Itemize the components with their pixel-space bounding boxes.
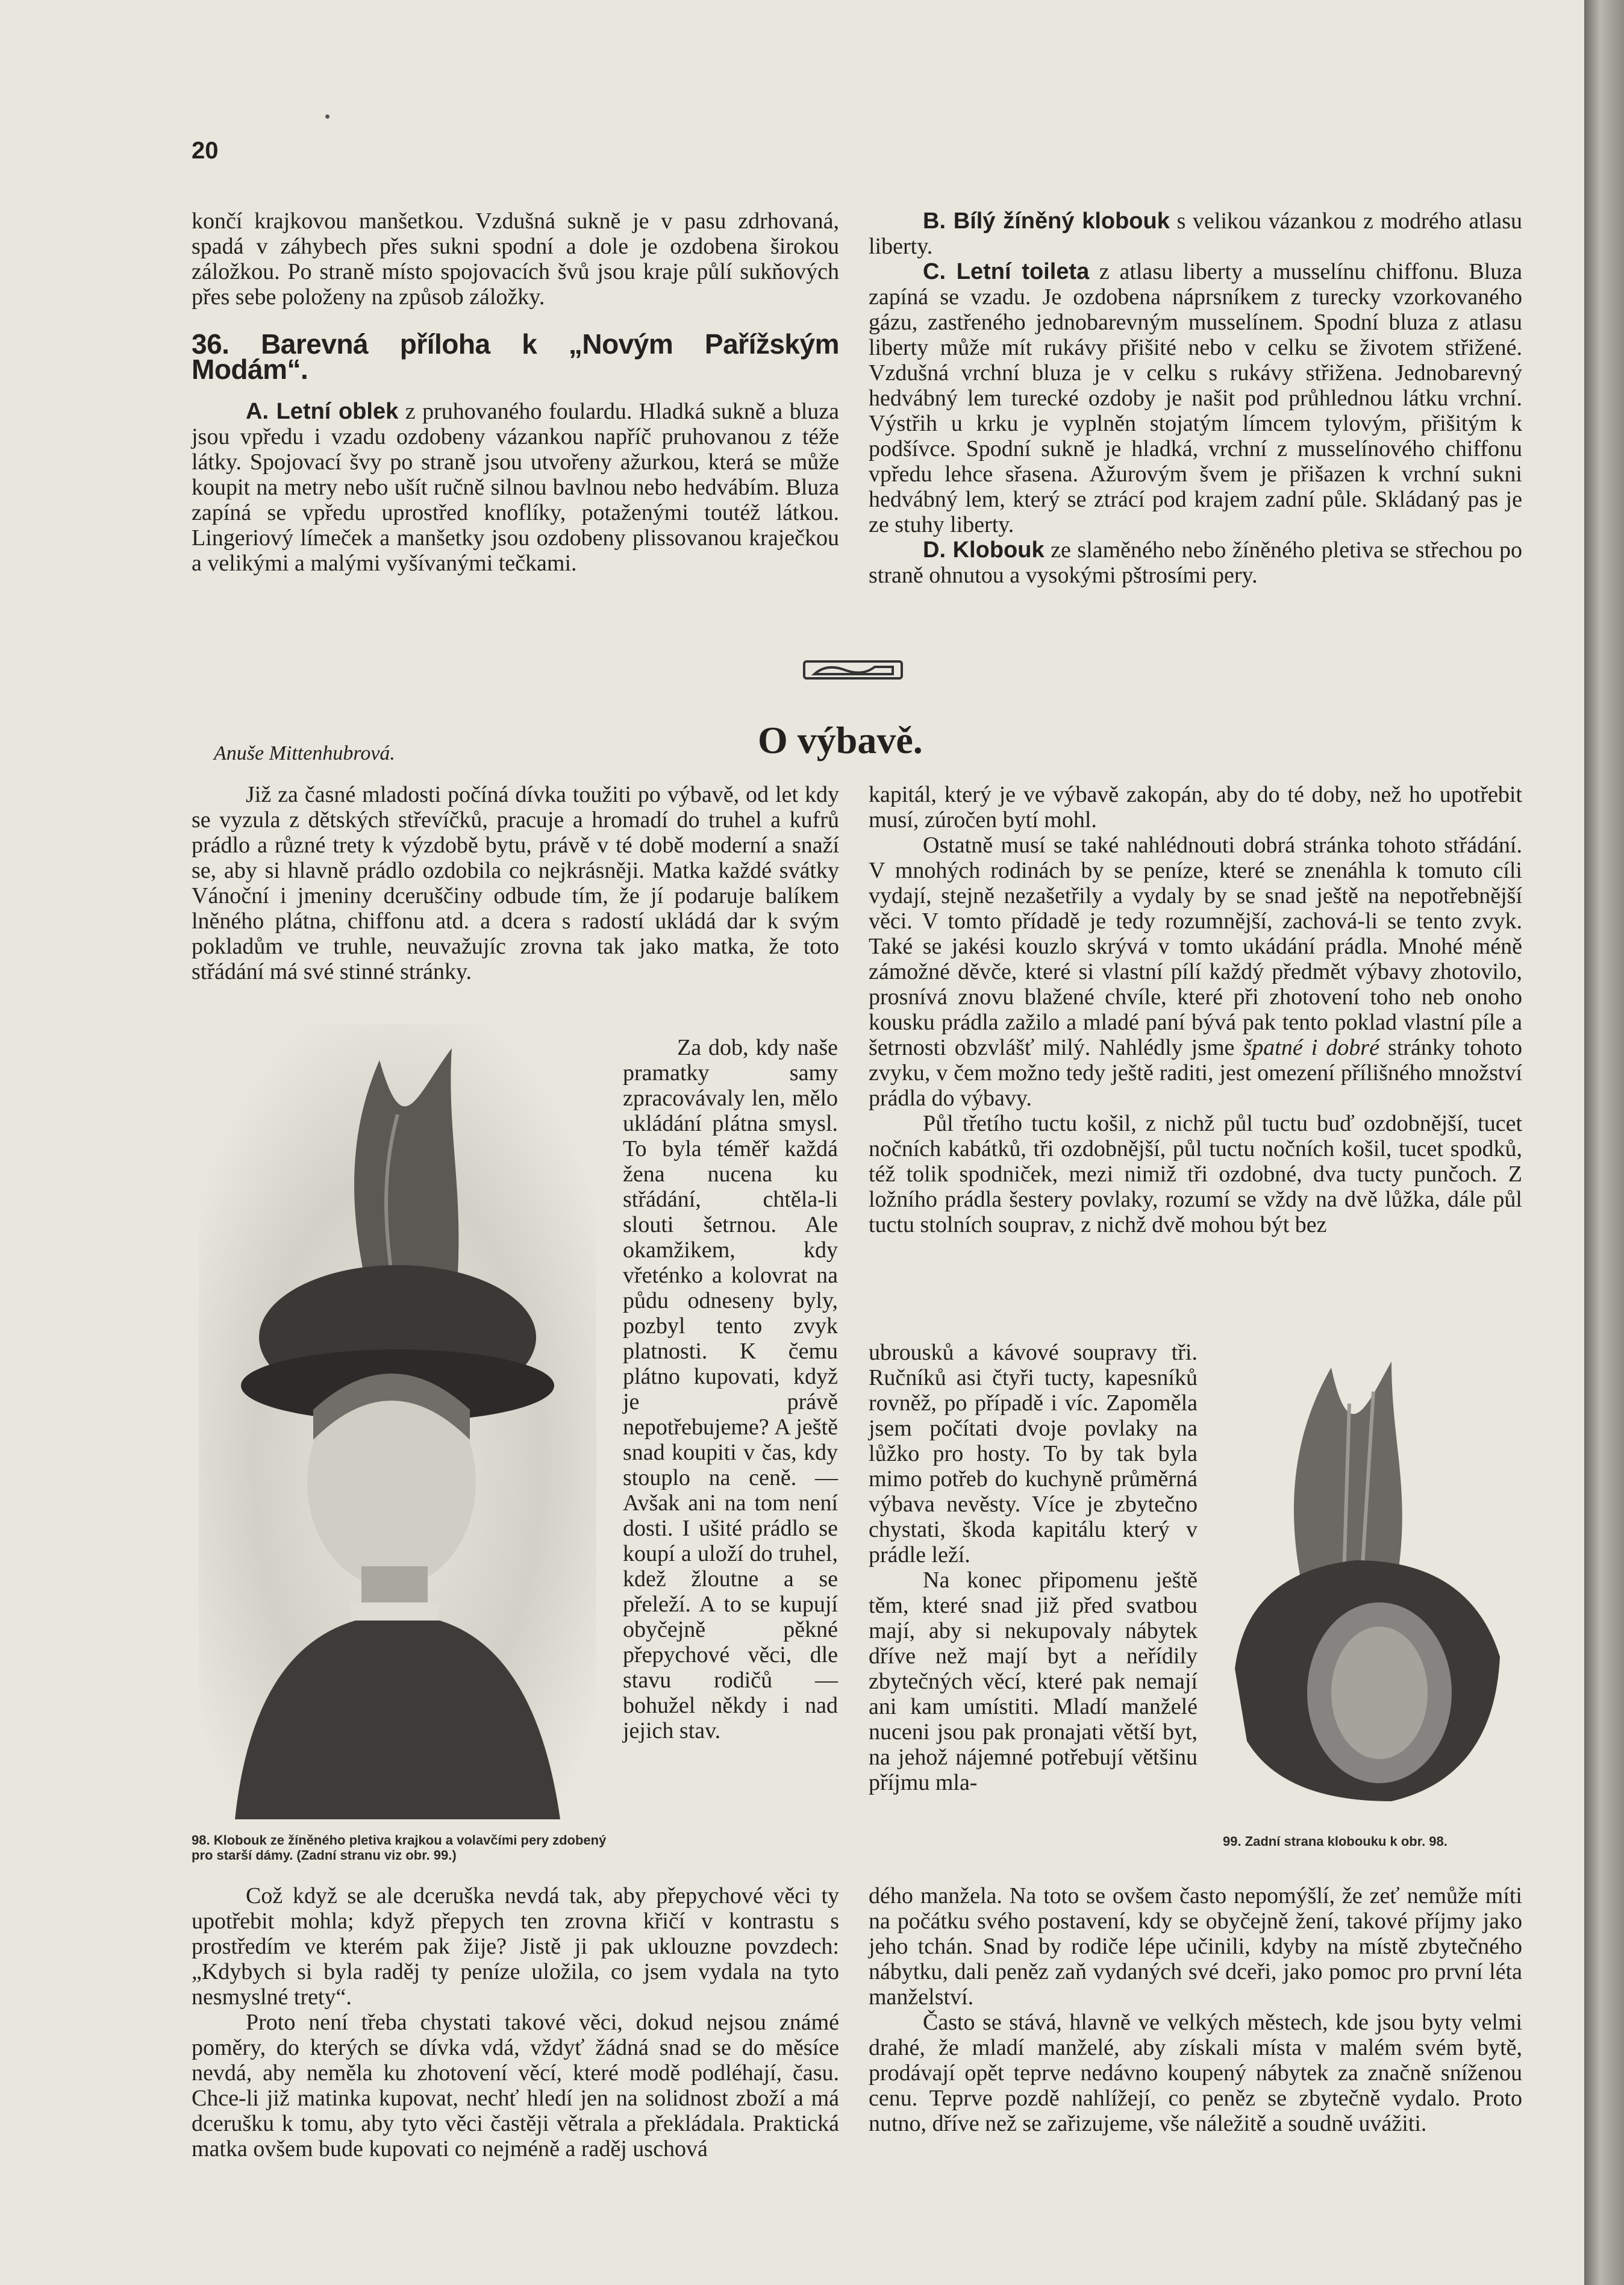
- paragraph: Půl třetího tuctu košil, z nichž půl tuctu buď ozdobnější, tucet nočních kabátků, tři ozdobnější, půl tuctu nočních košil, tucet spodků, též tolik spodniček, mezi nimiž tři ozdobné, dva tucty punčoch. Z ložního prádla šestery povlaky, rozumí se vždy na dvě lůžka, dále půl tuctu stolních souprav, z nichž dvě mohou být bez: [869, 1111, 1522, 1237]
- paragraph-a: [192, 399, 839, 576]
- article-right-bottom: [869, 1883, 1522, 2136]
- item-text-b: s velikou vázankou z modrého atlasu liberty.: [869, 208, 1522, 259]
- paragraph: kapitál, který je ve výbavě zakopán, aby do té doby, než ho upotřebit musí, zúročen bytí mohl.: [869, 782, 1522, 833]
- paragraph-text: Ostatně musí se také nahlédnouti dobrá stránka tohoto střádání. V mnohých rodinách by se peníze, které se znenáhla k tomuto cíli vydají, stejně nezašetřily a vydaly by se snad ještě na nepotřebnější věci. V tomto přídadě je tedy rozumnější, zachová-li se tento zvyk. Také se jakési kouzlo skrývá v tomto ukádání prádla. Mnohé méně zámožné děvče, které si vlastní pílí každý předmět výbavy zhotovilo, prosnívá znovu blažené chvíle, které při zhotovení toho neb onoho kousku prádla zažilo a mladé paní bývá pak tento poklad vlastní píle a šetrnosti obzvlášť milý. Nahlédly jsme: [869, 833, 1522, 1060]
- paragraph: Což když se ale dceruška nevdá tak, aby přepychové věci ty upotřebit mohla; když přepych ten zrovna křičí v kontrastu s prostředím ve kterém pak žije? Jistě ji pak uklouzne povzdech: „Kdybych si byla raděj ty peníze uložila, co jsem vydala na tyto nesmyslné trety“.: [192, 1883, 839, 2010]
- paragraph: Na konec připomenu ještě těm, které snad již před svatbou mají, aby si nekupovaly nábytek dříve než mají byt a neřídily zbytečných věcí, které pak nemají ani kam umístiti. Mladí manželé nuceni jsou pak pronajati větší byt, na jehož nájemné potřebují většinu příjmu mla-: [869, 1568, 1198, 1795]
- article-left-intro: [192, 782, 839, 984]
- paragraph: Za dob, kdy naše pramatky samy zpracovávaly len, mělo ukládání plátna smysl. To byla téměř každá žena nucena ku střádání, chtěla-li slouti šetrnou. Ale okamžikem, kdy vřeténko a kolovrat na půdu odneseny byly, pozbyl tento zvyk platnosti. K čemu plátno kupovati, když je právě nepotřebujeme? A ještě snad koupiti v čas, kdy stouplo na ceně. — Avšak ani na tom není dosti. I ušité prádlo se koupí a uloží do truhel, kdež žloutne a se přeleží. A to se kupují obyčejně pěkné přepychové věci, dle stavu rodičů — bohužel někdy i nad jejich stav.: [623, 1035, 838, 1743]
- top-left-column: [192, 208, 839, 576]
- paragraph: Proto není třeba chystati takové věci, dokud nejsou známé poměry, do kterých se dívka vdá, vždyť žádná snad se do měsíce nevdá, aby neměla ku zhotovení věcí, které modě podléhají, času. Chce-li již matinka kupovat, nechť hledí jen na solidnost zboží a má dcerušku k tomu, aby tyto věci častěji větrala a překládala. Praktická matka ovšem bude kupovati co nejméně a raděj uschová: [192, 2010, 839, 2162]
- figure-99-caption: 99. Zadní strana klobouku k obr. 98.: [1223, 1834, 1448, 1849]
- figure-98-caption: 98. Klobouk ze žíněného pletiva krajkou a volavčími pery zdobený pro starší dámy. (Zadní stranu viz obr. 99.): [192, 1833, 607, 1863]
- hat-illustration-front: [199, 1024, 596, 1819]
- article-left-bottom: [192, 1883, 839, 2162]
- paragraph-c: [869, 259, 1522, 537]
- article-right-top: [869, 782, 1522, 1237]
- italic-phrase: špatné i dobré: [1243, 1035, 1379, 1060]
- item-text-d: ze slaměného nebo žíněného pletiva se střechou po straně ohnutou a vysokými pštrosími pery.: [869, 537, 1522, 588]
- paragraph: dého manžela. Na toto se ovšem často nepomýšlí, že zeť nemůže míti na počátku svého postavení, kdy se obyčejně žení, takové příjmy jako jeho tchán. Snad by rodiče lépe učinili, kdyby na místě zbytečného nábytku, dali peněz zaň vydaných své dceři, jako pomoc pro první léta manželství.: [869, 1883, 1522, 2010]
- print-speck: [325, 114, 329, 119]
- item-label-d: D. Klobouk: [923, 537, 1045, 563]
- item-label-c: C. Letní toileta: [923, 259, 1090, 284]
- page-number: 20: [192, 137, 219, 164]
- paragraph: Často se stává, hlavně ve velkých městech, kde jsou byty velmi drahé, že mladí manželé, aby získali místa v malém svém bytě, prodávají opět teprve nedávno koupený nábytek za značně sníženou cenu. Teprve pozdě nahlížejí, co peněz se zbytečně vydalo. Proto nutno, dříve než se zařizujeme, vše náležitě a soudně uvážiti.: [869, 2010, 1522, 2136]
- adjacent-page-edge: [1584, 0, 1624, 2285]
- hat-illustration-back: [1211, 1355, 1524, 1813]
- item-label-a: A. Letní oblek: [246, 399, 399, 424]
- article-right-narrow: [869, 1340, 1198, 1795]
- paragraph: končí krajkovou manšetkou. Vzdušná sukně je v pasu zdrhovaná, spadá v záhybech přes sukni spodní a dole je ozdobena širokou záložkou. Po straně místo spojovacích švů jsou kraje půlí sukňových přes sebe položeny na způsob záložky.: [192, 208, 839, 310]
- paragraph: Již za časné mladosti počíná dívka toužiti po výbavě, od let kdy se vyzula z dětských střevíčků, pracuje a hromadí do truhel a kufrů prádlo a různé trety k výzdobě bytu, právě v té době moderní a snaží se, aby si hlavně prádlo ozdobila co nejkrásněji. Matka každé svátky Vánoční i jmeniny dceruščiny odbude tím, že jí podaruje balíkem lněného plátna, chiffonu atd. a dcera s radostí ukládá dar k svým pokladům ve truhle, neuvažujíc zrovna tak jako matka, že toto střádání má své stinné stránky.: [192, 782, 839, 984]
- paragraph-b: [869, 208, 1522, 259]
- item-text-c: z atlasu liberty a musselínu chiffonu. Bluza zapíná se vzadu. Je ozdobena náprsníkem z turecky vzorkovaného gázu, zastřeného jednobarevným musselínem. Spodní bluza z atlasu liberty může mít rukávy přišité nebo v celku se životem střižené. Vzdušná vrchní bluza je v celku s rukávy střižena. Jednobarevný hedvábný lem turecké ozdoby je našit pod průhlednou látku vrchní. Výstřih u krku je vyplněn stojatým límcem tylovým, přišitým k podšívce. Spodní sukně je hladká, vrchní z musselínového chiffonu vpředu lehce sřasena. Ažurovým švem je přišazen k vrchní sukni hedvábný lem, který se ztrácí pod krajem zadní půle. Skládaný pas je ze stuhy liberty.: [869, 259, 1522, 537]
- article-title: O výbavě.: [758, 719, 923, 761]
- paragraph-text: stránky tohoto zvyku, v čem možno tedy ještě raditi, jest omezení přílišného množství prádla do výbavy.: [869, 1035, 1522, 1111]
- top-right-column: [869, 208, 1522, 588]
- paragraph: ubrousků a kávové soupravy tři. Ručníků asi čtyři tucty, kapesníků rovněž, po případě i víc. Zapoměla jsem počítati dvoje povlaky na lůžko pro hosty. To by tak byla mimo potřeb do kuchyně průměrná výbava nevěsty. Více je zbytečno chystati, škoda kapitálu který v prádle leží.: [869, 1340, 1198, 1568]
- paragraph-d: [869, 537, 1522, 588]
- ornament-divider: [802, 660, 904, 680]
- paragraph: [869, 833, 1522, 1111]
- section-heading: 36. Barevná příloha k „Novým Pařížským Modám“.: [192, 328, 839, 385]
- item-text-a: z pruhovaného foulardu. Hladká sukně a bluza jsou vpředu i vzadu ozdobeny vázankou napříč pruhovanou z téže látky. Spojovací švy po straně jsou utvořeny ažurkou, která se může koupit na metry nebo ušít ručně silnou bavlnou nebo hedvábím. Bluza zapíná se vpředu uprostřed knoflíky, potaženými toutéž látkou. Lingeriový límeček a manšetky jsou ozdobeny plissovanou kraječkou a velikými a malými vyšívanými tečkami.: [192, 399, 840, 576]
- item-label-b: B. Bílý žíněný klobouk: [923, 208, 1170, 234]
- article-author: Anuše Mittenhubrová.: [214, 742, 395, 764]
- article-left-narrow: [623, 1035, 838, 1743]
